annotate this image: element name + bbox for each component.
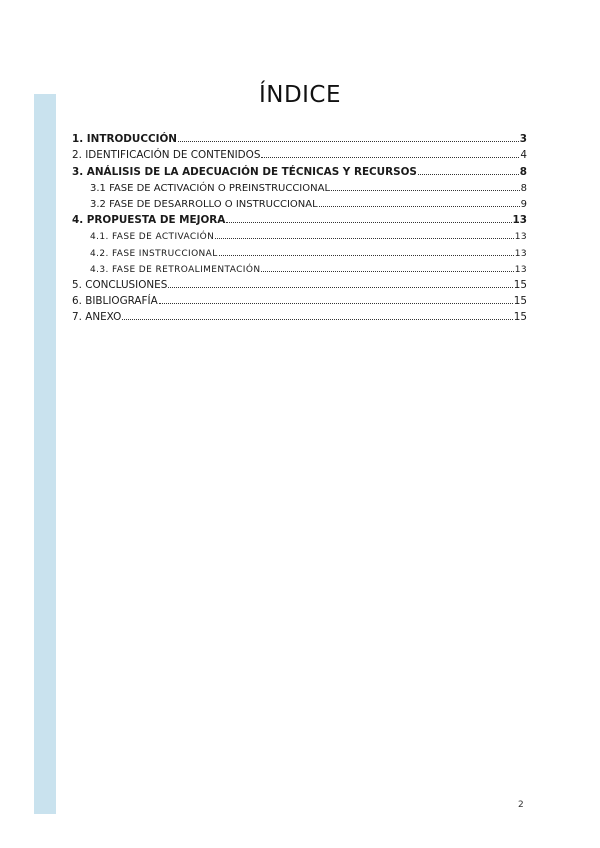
toc-entry-page: 15 [513,278,527,291]
page-title: ÍNDICE [258,82,342,108]
dot-leader [261,271,513,272]
toc-entry-label: 3.2 FASE DE DESARROLLO O INSTRUCCIONAL [90,198,318,210]
dot-leader [261,157,519,158]
toc-entry-fase-retroalimentacion[interactable] [72,259,527,275]
dot-leader [331,190,520,191]
dot-leader [159,303,513,304]
toc-entry-identificacion[interactable] [72,145,527,161]
toc-entry-fase-desarrollo[interactable] [72,194,527,210]
toc-entry-label: 2. IDENTIFICACIÓN DE CONTENIDOS [72,149,261,162]
toc-entry-fase-activacion-preinstruccional[interactable] [72,178,527,194]
toc-entry-label: 7. ANEXO [72,311,122,324]
dot-leader [168,287,512,288]
toc-entry-label: 6. BIBLIOGRAFÍA [72,295,158,308]
toc-entry-page: 3 [519,133,527,146]
decorative-side-bar [34,94,56,814]
toc-entry-label: 1. INTRODUCCIÓN [72,133,177,146]
toc-entry-anexo[interactable] [72,307,527,323]
toc-entry-page: 8 [519,165,527,178]
toc-entry-page: 15 [513,295,527,308]
toc-entry-label: 4.3. FASE DE RETROALIMENTACIÓN [90,264,261,275]
toc-entry-label: 4.2. FASE INSTRUCCIONAL [90,248,218,259]
toc-entry-label: 4.1. FASE DE ACTIVACIÓN [90,232,215,243]
dot-leader [226,222,511,223]
dot-leader [319,206,520,207]
toc-entry-label: 3. ANÁLISIS DE LA ADECUACIÓN DE TÉCNICAS Y RECURSOS [72,165,417,178]
toc-entry-conclusiones[interactable] [72,275,527,291]
toc-entry-bibliografia[interactable] [72,291,527,307]
page-number: 2 [518,800,524,810]
dot-leader [122,319,512,320]
toc-entry-page: 13 [512,214,527,227]
toc-entry-label: 3.1 FASE DE ACTIVACIÓN O PREINSTRUCCIONAL [90,182,331,194]
toc-entry-label: 4. PROPUESTA DE MEJORA [72,214,226,227]
toc-entry-label: 5. CONCLUSIONES [72,278,168,291]
toc-entry-page: 13 [514,232,527,243]
dot-leader [215,238,513,239]
toc-entry-page: 15 [513,311,527,324]
toc-entry-propuesta-mejora[interactable] [72,210,527,226]
toc-entry-introduccion[interactable] [72,129,527,145]
toc-entry-analisis[interactable] [72,161,527,177]
table-of-contents [72,129,527,323]
dot-leader [418,174,519,175]
toc-entry-fase-instruccional[interactable] [72,242,527,258]
toc-entry-page: 13 [514,248,527,259]
dot-leader [178,141,519,142]
toc-entry-page: 13 [514,264,527,275]
toc-entry-fase-activacion[interactable] [72,226,527,242]
toc-entry-page: 9 [520,198,527,210]
toc-entry-page: 4 [520,149,527,162]
dot-leader [219,255,514,256]
toc-entry-page: 8 [520,182,527,194]
